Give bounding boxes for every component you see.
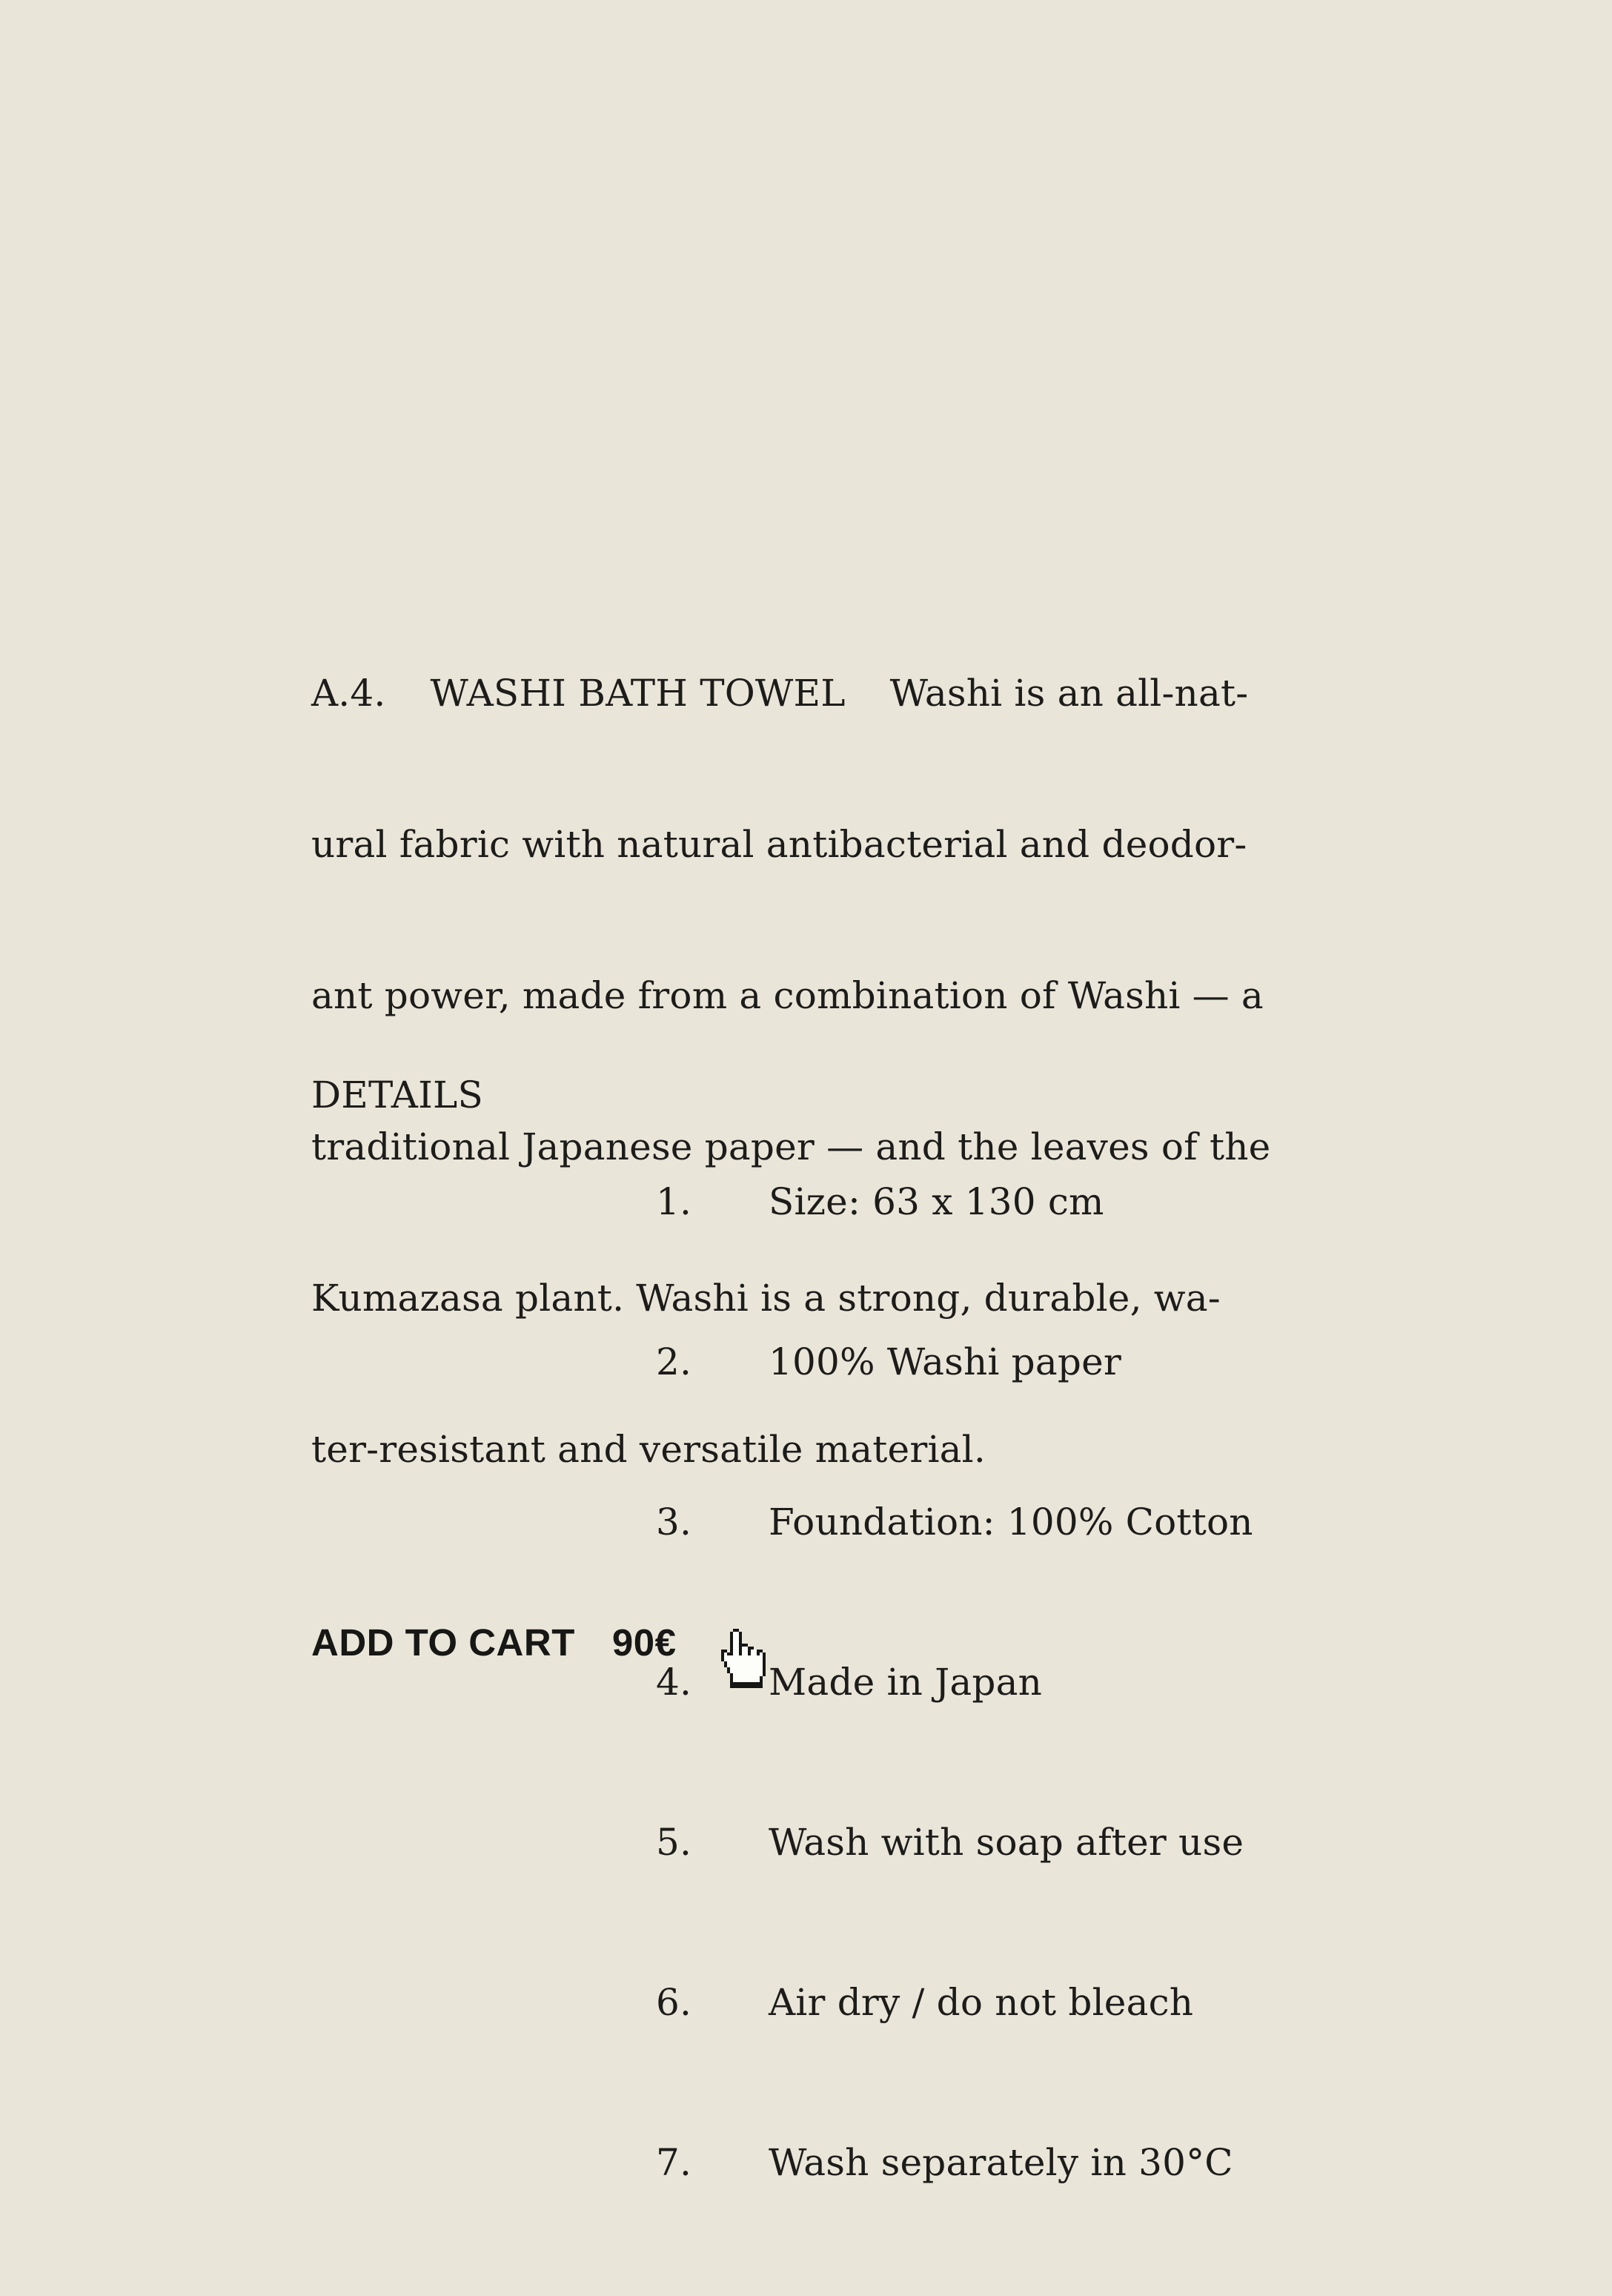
list-item: [656, 2136, 1253, 2189]
description-line: Washi is an all-nat-: [889, 672, 1249, 715]
list-item-text: Size: 63 x 130 cm: [769, 1180, 1104, 1223]
description-first-line: [311, 668, 1270, 718]
price-label: 90€: [611, 1621, 677, 1664]
list-item-number: 2.: [656, 1340, 692, 1383]
list-item-number: 5.: [656, 1821, 692, 1864]
details-label: DETAILS: [311, 1073, 483, 1116]
list-item-number: 4.: [656, 1661, 692, 1704]
description-line: ural fabric with natural antibacterial and deodor-: [311, 823, 1247, 866]
add-to-cart-button[interactable]: ADD TO CART: [311, 1621, 575, 1664]
list-item-text: 100% Washi paper: [769, 1340, 1121, 1383]
hand-cursor-icon: [721, 1629, 769, 1688]
list-item-text: Made in Japan: [769, 1661, 1043, 1704]
list-item-number: 1.: [656, 1180, 692, 1223]
list-item: [656, 1816, 1253, 1869]
description-line: ant power, made from a combination of Washi — a: [311, 974, 1264, 1017]
list-item-text: Air dry / do not bleach: [769, 1981, 1194, 2024]
list-item: [656, 1175, 1253, 1228]
details-section: [311, 1068, 1253, 2296]
list-item-text: Wash separately in 30°C: [769, 2141, 1233, 2184]
list-item: [656, 1335, 1253, 1389]
description-line: ter-resistant and versatile material.: [311, 1428, 986, 1471]
product-name: WASHI BATH TOWEL: [430, 672, 846, 715]
list-item: [656, 1495, 1253, 1549]
list-item-number: 7.: [656, 2141, 692, 2184]
list-item-number: 6.: [656, 1981, 692, 2024]
product-code: A.4.: [311, 672, 386, 715]
list-item-text: Foundation: 100% Cotton: [769, 1501, 1253, 1544]
list-item-number: 3.: [656, 1501, 692, 1544]
list-item: [656, 1976, 1253, 2029]
description-line: Kumazasa plant. Washi is a strong, durable, wa-: [311, 1277, 1221, 1320]
add-to-cart-row: [311, 1621, 677, 1664]
list-item-text: Wash with soap after use: [769, 1821, 1244, 1864]
description-line: traditional Japanese paper — and the leaves of the: [311, 1125, 1271, 1168]
